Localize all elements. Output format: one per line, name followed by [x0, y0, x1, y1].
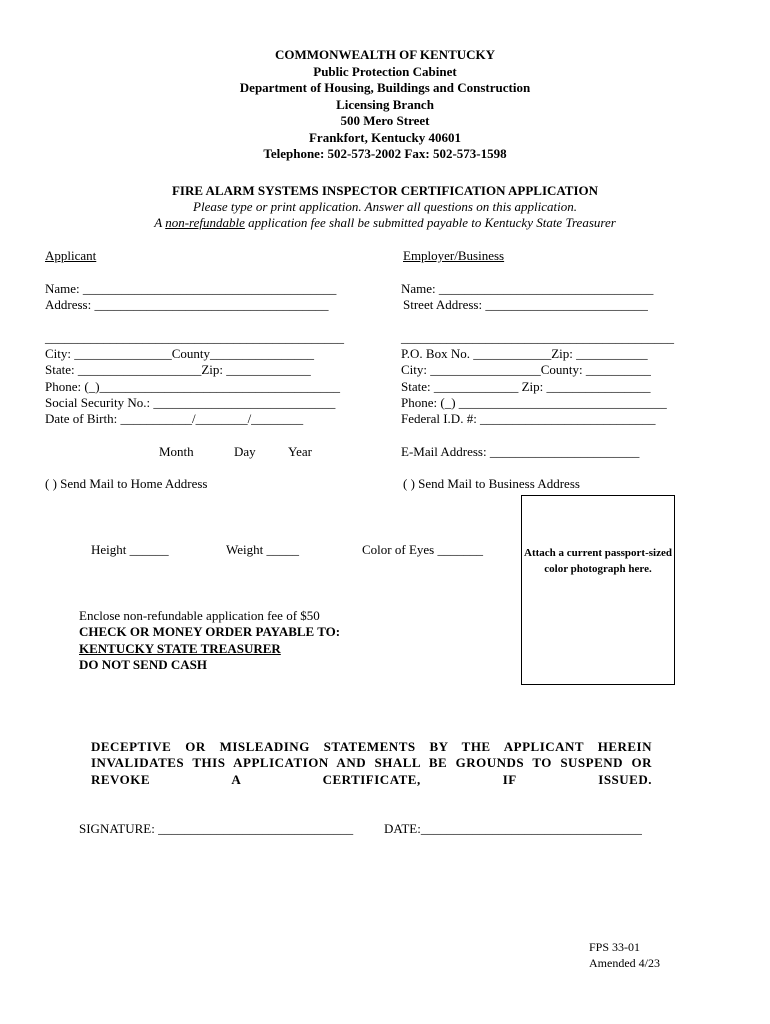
applicant-heading: Applicant [45, 248, 97, 263]
warning-line2: INVALIDATES THIS APPLICATION AND SHALL BE GROUNDS TO SUSPEND OR [91, 755, 652, 770]
employer-street-field[interactable]: Street Address: _________________________ [403, 297, 648, 312]
height-field[interactable]: Height ______ [91, 542, 169, 557]
employer-email-field[interactable]: E-Mail Address: _______________________ [401, 444, 640, 459]
warning-line1: DECEPTIVE OR MISLEADING STATEMENTS BY THE APPLICANT HEREIN [91, 739, 652, 754]
employer-name-field[interactable]: Name: _________________________________ [401, 281, 654, 296]
signature-field[interactable]: SIGNATURE: ______________________________ [79, 821, 354, 836]
employer-state-zip-field[interactable]: State: _____________ Zip: ________________ [401, 379, 651, 394]
weight-field[interactable]: Weight _____ [226, 542, 299, 557]
employer-heading: Employer/Business [403, 248, 505, 263]
send-mail-home-checkbox[interactable]: ( ) Send Mail to Home Address [45, 476, 208, 491]
photo-attachment-box [521, 495, 675, 685]
applicant-state-zip-field[interactable]: State: ___________________Zip: _____________ [45, 362, 311, 377]
applicant-address-field[interactable]: Address: ____________________________________ [45, 297, 329, 312]
send-mail-business-checkbox[interactable]: ( ) Send Mail to Business Address [403, 476, 580, 491]
header-contact: Telephone: 502-573-2002 Fax: 502-573-1598 [263, 146, 507, 161]
header-cabinet: Public Protection Cabinet [313, 64, 457, 79]
dob-day-label: Day [234, 444, 256, 459]
employer-address-line2[interactable]: __________________________________________ [401, 330, 674, 345]
fee-notice: Enclose non-refundable application fee of $50 [79, 608, 320, 623]
applicant-address-line2[interactable]: ______________________________________________ [45, 330, 344, 345]
instructions-line1: Please type or print application. Answer all questions on this application. [193, 199, 577, 214]
header-branch: Licensing Branch [336, 97, 434, 112]
form-title: FIRE ALARM SYSTEMS INSPECTOR CERTIFICATION APPLICATION [171, 183, 599, 198]
dob-year-label: Year [288, 444, 312, 459]
applicant-dob-field[interactable]: Date of Birth: ___________/________/________ [45, 411, 304, 426]
non-refundable-text: non-refundable [165, 215, 245, 230]
payable-to-label: CHECK OR MONEY ORDER PAYABLE TO: [79, 624, 341, 639]
applicant-phone-field[interactable]: Phone: (_)_____________________________________ [45, 379, 341, 394]
header-city: Frankfort, Kentucky 40601 [308, 130, 462, 145]
payee-name: KENTUCKY STATE TREASURER [79, 641, 281, 656]
header-agency: COMMONWEALTH OF KENTUCKY [274, 47, 496, 62]
date-field[interactable]: DATE:__________________________________ [384, 821, 642, 836]
amended-date: Amended 4/23 [589, 956, 660, 970]
warning-line3: REVOKE A CERTIFICATE, IF ISSUED. [91, 772, 652, 787]
photo-instruction: Attach a current passport-sized color photograph here. [524, 547, 672, 575]
employer-phone-field[interactable]: Phone: (_) ________________________________ [401, 395, 667, 410]
applicant-ssn-field[interactable]: Social Security No.: ____________________________ [45, 395, 336, 410]
employer-federal-id-field[interactable]: Federal I.D. #: ___________________________ [401, 411, 656, 426]
employer-pobox-zip-field[interactable]: P.O. Box No. ____________Zip: ___________ [401, 346, 648, 361]
instructions-line2: A non-refundable application fee shall be submitted payable to Kentucky State Treasurer [154, 215, 616, 230]
applicant-name-field[interactable]: Name: _______________________________________ [45, 281, 337, 296]
employer-city-county-field[interactable]: City: _________________County: __________ [401, 362, 651, 377]
eye-color-field[interactable]: Color of Eyes _______ [362, 542, 483, 557]
form-number: FPS 33-01 [589, 940, 641, 954]
dob-month-label: Month [159, 444, 194, 459]
header-street: 500 Mero Street [340, 113, 430, 128]
no-cash-notice: DO NOT SEND CASH [79, 657, 207, 672]
applicant-city-county-field[interactable]: City: _______________County________________ [45, 346, 315, 361]
header-department: Department of Housing, Buildings and Construction [239, 80, 531, 95]
